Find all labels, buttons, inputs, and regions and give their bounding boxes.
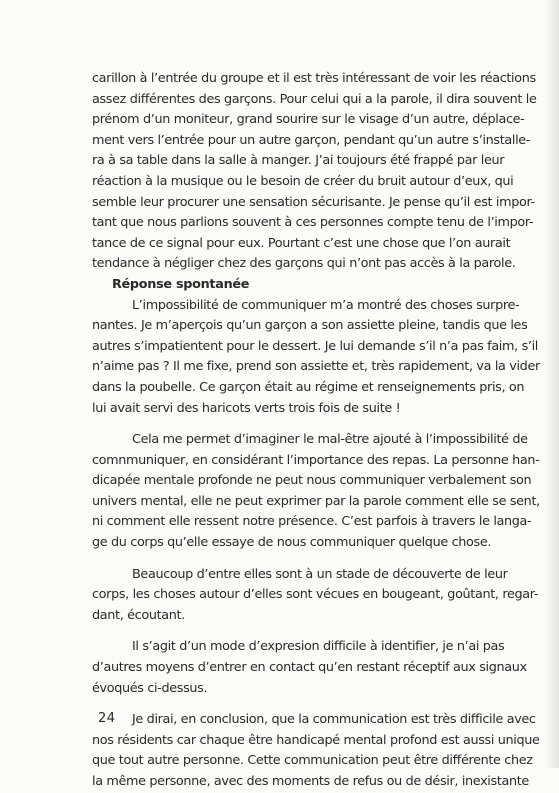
text-line: prénom d’un moniteur, grand sourire sur le visage d’un autre, déplace- [92,112,525,128]
paragraph-spacer [92,419,483,430]
text-line: ni comment elle ressent notre présence. C’est parfois à travers le langa- [92,514,532,530]
paragraph-spacer [92,699,483,710]
text-line: réaction à la musique ou le besoin de créer du bruit autour d’eux, qui [92,173,514,189]
paragraph-spacer [92,626,483,637]
paragraph-spacer [92,554,483,565]
text-line: la même personne, avec des moments de refus ou de désir, inexistante [92,774,529,789]
text-line: dant, écoutant. [92,607,185,623]
paragraph-4 [92,565,539,627]
text-line: nos résidents car chaque être handicapé mental profond est aussi unique [92,732,540,748]
text-line: Cela me permet d’imaginer le mal-être ajouté à l’impossibilité de [132,432,528,448]
text-line: assez différentes des garçons. Pour celui qui a la parole, il dira souvent le [92,91,537,107]
text-line: Beaucoup d’entre elles sont à un stade de découverte de leur [132,566,508,582]
text-line: carillon à l’entrée du groupe et il est très intéressant de voir les réactions [92,71,536,86]
text-line: tance de ce signal pour eux. Pourtant c’est une chose que l’on aurait [92,235,511,251]
text-line: ra à sa table dans la salle à manger. J’ai toujours été frappé par leur [92,153,505,169]
paragraph-2 [92,296,540,420]
paragraph-5 [92,637,527,699]
text-line: tant que nous parlions souvent à ces personnes compte tenu de l’impor- [92,215,534,231]
page-edge-shadow [545,0,559,768]
paragraph-3 [92,430,540,554]
paragraph-1 [92,69,537,275]
text-line: nantes. Je m’aperçois qu’un garçon a son assiette pleine, tandis que les [92,318,528,334]
text-line: Il s’agit d’un mode d’expresion difficile à identifier, je n’ai pas [132,639,505,655]
text-line: corps, les choses autour d’elles sont vécues en bougeant, goûtant, regar- [92,587,539,603]
text-line: évoqués ci-dessus. [92,680,208,696]
text-line: que tout autre personne. Cette communication peut être différente chez [92,753,533,769]
text-line: tendance à négliger chez des garçons qui n’ont pas accès à la parole. [92,256,516,272]
text-line: dicapée mentale profonde ne peut nous communiquer verbalement son [92,473,532,489]
text-line: Je dirai, en conclusion, que la communication est très difficile avec [132,712,536,728]
text-line: univers mental, elle ne peut exprimer par la parole comment elle se sent, [92,493,540,509]
text-line: autres s’impatientent pour le dessert. Je lui demande s’il n’a pas faim, s’il [92,338,539,354]
text-line: comnmuniquer, en considérant l’importance des repas. La personne han- [92,452,540,468]
page-number: 24 [98,711,116,726]
paragraph-6 [92,710,540,792]
text-line: d’autres moyens d’entrer en contact qu’en restant réceptif aux signaux [92,660,527,676]
text-line: ment vers l’entrée pour un autre garçon, pendant qu’un autre s’installe- [92,132,531,148]
text-line: lui avait servi des haricots verts trois fois de suite ! [92,400,401,416]
text-line: ge du corps qu’elle essaye de nous communiquer quelque chose. [92,535,492,551]
body-text [92,69,540,793]
text-line: n’aime pas ? Il me fixe, prend son assiette et, très rapidement, va la vider [92,359,540,375]
text-line: dans la poubelle. Ce garçon était au régime et renseignements pris, on [92,379,525,395]
text-line: L’impossibilité de communiquer m’a montré des choses surpre- [132,297,520,313]
section-heading: Réponse spontanée [112,276,250,292]
text-line: semble leur procurer une sensation sécurisante. Je pense qu’il est impor- [92,194,535,210]
